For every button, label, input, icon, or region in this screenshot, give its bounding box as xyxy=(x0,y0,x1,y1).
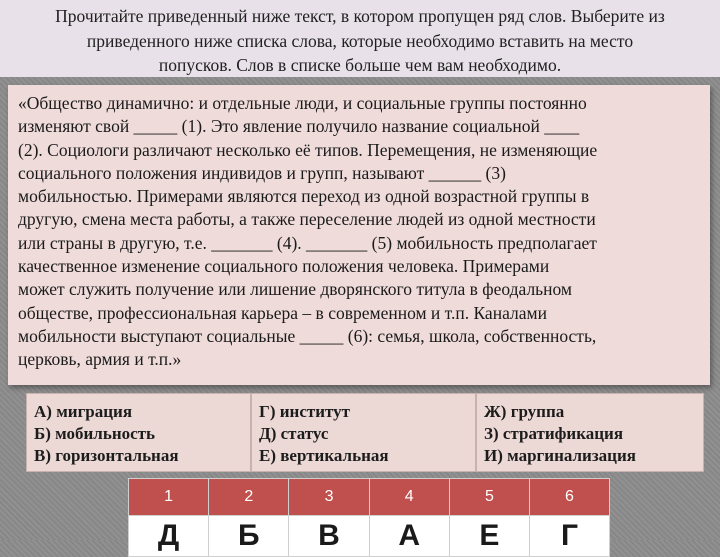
passage-line: церковь, армия и т.п.» xyxy=(18,349,182,370)
answer-letter-cell: А xyxy=(369,516,449,557)
options-column-2 xyxy=(251,393,476,472)
word-options-table xyxy=(26,393,704,472)
passage-line: социального положения индивидов и групп, называют ______ (3) xyxy=(18,162,506,183)
option-item: И) маргинализация xyxy=(484,446,636,465)
option-item: В) горизонтальная xyxy=(34,446,179,465)
option-item: Б) мобильность xyxy=(34,424,156,443)
answer-letter-row xyxy=(129,516,610,557)
answer-number-cell: 4 xyxy=(369,479,449,516)
instructions-line: попусков. Слов в списке больше чем вам необходимо. xyxy=(158,55,562,75)
passage-line: изменяют свой _____ (1). Это явление получило название социальной ____ xyxy=(18,116,580,137)
passage-line: мобильностью. Примерами являются переход из одной возрастной группы в xyxy=(18,186,590,207)
answer-number-cell: 2 xyxy=(209,479,289,516)
options-column-3 xyxy=(476,393,704,472)
option-item: З) стратификация xyxy=(484,424,624,443)
options-column-1 xyxy=(26,393,251,472)
passage-line: или страны в другую, т.е. _______ (4). _______ (5) мобильность предполагает xyxy=(18,232,597,253)
option-item: А) миграция xyxy=(34,402,133,421)
option-item: Ж) группа xyxy=(484,402,565,421)
instructions-line: Прочитайте приведенный ниже текст, в котором пропущен ряд слов. Выберите из xyxy=(55,6,665,26)
option-item: Д) статус xyxy=(259,424,329,443)
instructions-header xyxy=(0,0,720,77)
option-item: Г) институт xyxy=(259,402,350,421)
answer-letter-cell: В xyxy=(289,516,369,557)
answer-letter-cell: Е xyxy=(449,516,529,557)
passage-line: обществе, профессиональная карьера – в современном и т.п. Каналами xyxy=(18,302,547,323)
passage-line: (2). Социологи различают несколько её типов. Перемещения, не изменяющие xyxy=(18,139,598,160)
answer-table xyxy=(128,478,610,557)
answer-number-cell: 5 xyxy=(449,479,529,516)
passage-line: мобильности выступают социальные _____ (6): семья, школа, собственность, xyxy=(18,325,597,346)
passage-text-box xyxy=(8,85,710,385)
answer-number-cell: 6 xyxy=(529,479,609,516)
answer-letter-cell: Б xyxy=(209,516,289,557)
answer-letter-cell: Г xyxy=(529,516,609,557)
instructions-line: приведенного ниже списка слова, которые необходимо вставить на место xyxy=(86,30,634,51)
passage-line: качественное изменение социального положения человека. Примерами xyxy=(18,256,550,277)
passage-line: может служить получение или лишение дворянского титула в феодальном xyxy=(18,279,573,300)
passage-line: другую, смена места работы, а также переселение людей из одной местности xyxy=(18,209,596,230)
answer-number-cell: 3 xyxy=(289,479,369,516)
option-item: Е) вертикальная xyxy=(259,446,389,465)
answer-letter-cell: Д xyxy=(129,516,209,557)
answer-number-cell: 1 xyxy=(129,479,209,516)
answer-number-row xyxy=(129,479,610,516)
passage-line: «Общество динамично: и отдельные люди, и социальные группы постоянно xyxy=(18,93,587,113)
